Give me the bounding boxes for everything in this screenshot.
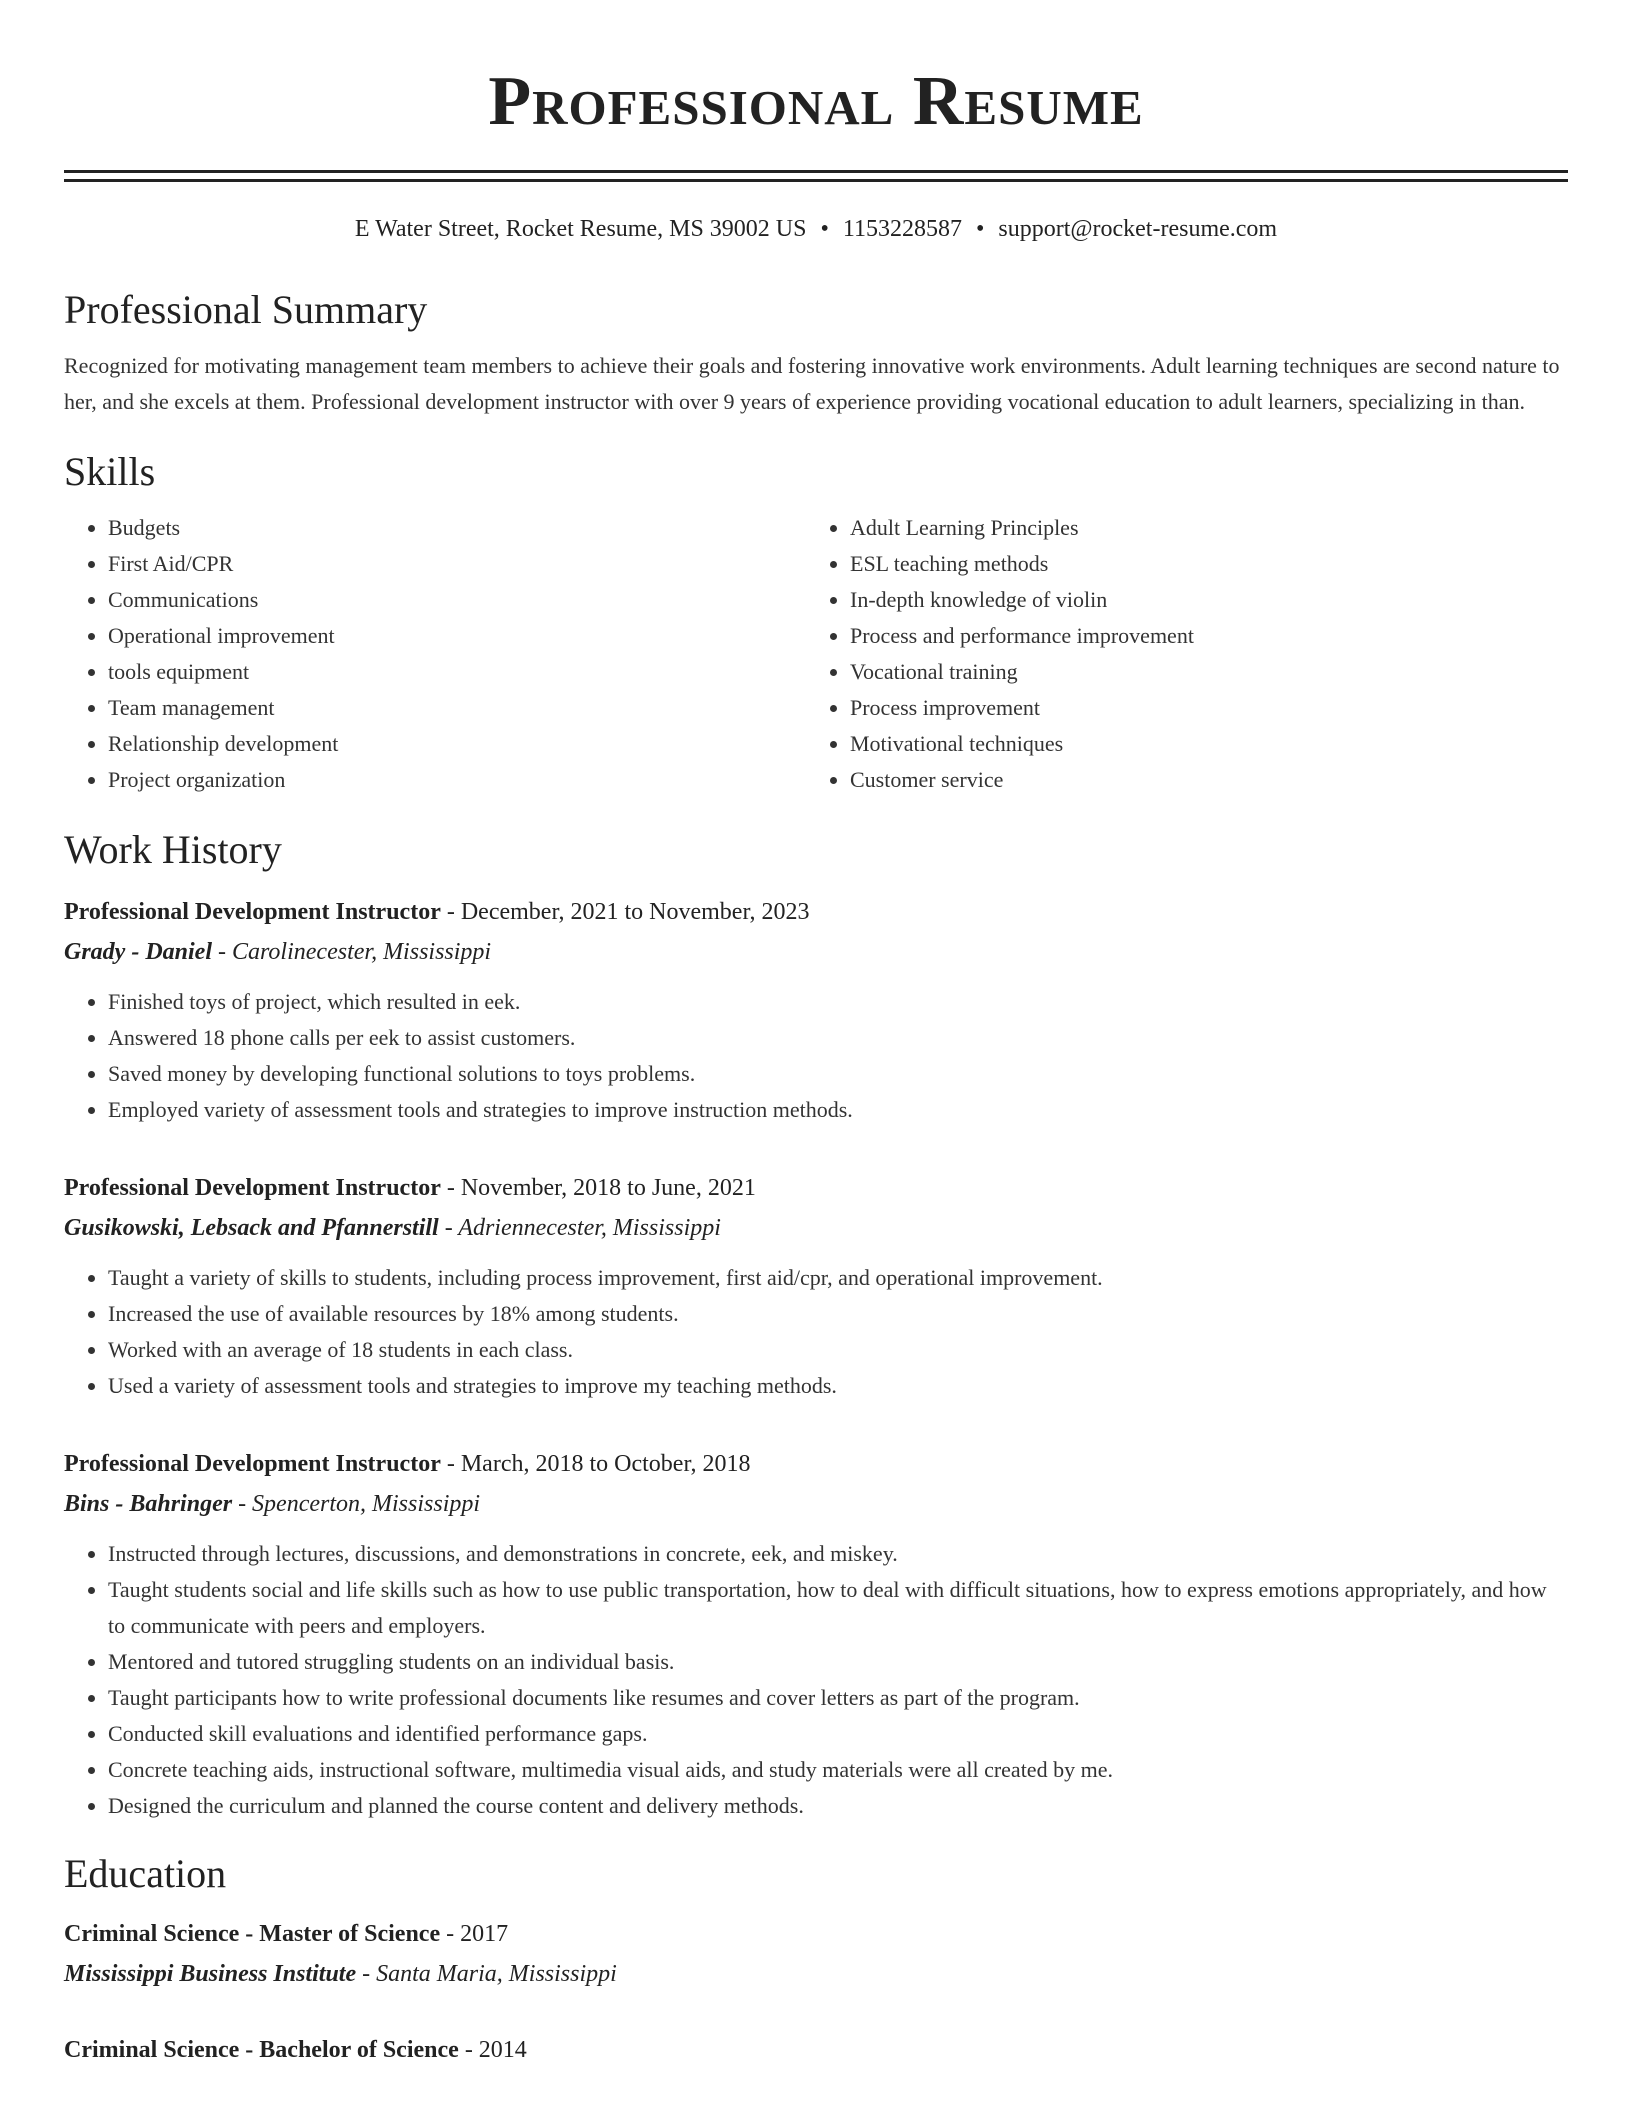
job-bullets [64, 984, 1568, 1128]
job-bullet: • Concrete teaching aids, instructional software, multimedia visual aids, and study materials were all created by me. [108, 1752, 1568, 1788]
job-location: - Carolinecester, Mississippi [211, 939, 492, 965]
job-bullets [64, 1536, 1568, 1824]
skill-item: • Team management [108, 690, 806, 726]
education-school-line [64, 1954, 1568, 1994]
job-dates: - November, 2018 to June, 2021 [440, 1175, 756, 1201]
job-bullet: • Mentored and tutored struggling students on an individual basis. [108, 1644, 1568, 1680]
job-bullet: • Worked with an average of 18 students in each class. [108, 1332, 1568, 1368]
job-title: Professional Development Instructor [64, 1451, 441, 1477]
job-company: Grady - Daniel [64, 939, 212, 965]
job-bullet: • Increased the use of available resources by 18% among students. [108, 1296, 1568, 1332]
job-title: Professional Development Instructor [64, 899, 441, 925]
skill-item: • In-depth knowledge of violin [850, 582, 1548, 618]
skills-right-list [806, 510, 1548, 798]
skill-item: • Relationship development [108, 726, 806, 762]
education-location: - Santa Maria, Mississippi [356, 1961, 617, 1987]
job-bullet: • Conducted skill evaluations and identified performance gaps. [108, 1716, 1568, 1752]
job-company: Bins - Bahringer [64, 1491, 233, 1517]
skill-item: • Vocational training [850, 654, 1548, 690]
education-degree: Criminal Science - Master of Science [64, 1921, 441, 1947]
job-bullets [64, 1260, 1568, 1404]
job-bullet: • Employed variety of assessment tools and strategies to improve instruction methods. [108, 1092, 1568, 1128]
skill-item: • ESL teaching methods [850, 546, 1548, 582]
job-location: - Spencerton, Mississippi [232, 1491, 481, 1517]
contact-address: E Water Street, Rocket Resume, MS 39002 US [354, 216, 807, 242]
contact-email: support@rocket-resume.com [998, 216, 1278, 242]
job-title-line [64, 1168, 1568, 1208]
page-title: Professional Resume [488, 63, 1144, 140]
job-bullet: • Instructed through lectures, discussions, and demonstrations in concrete, eek, and miskey. [108, 1536, 1568, 1572]
education-entry [64, 2030, 1568, 2070]
skill-item: • Customer service [850, 762, 1548, 798]
skill-item: • tools equipment [108, 654, 806, 690]
skills-left-list [64, 510, 806, 798]
job-bullet: • Answered 18 phone calls per eek to assist customers. [108, 1020, 1568, 1056]
job-entry [64, 892, 1568, 1128]
job-company-line [64, 1484, 1568, 1524]
education-heading: Education [64, 1851, 227, 1896]
summary-text: Recognized for motivating management team members to achieve their goals and fostering innovative work environments. Adult learning techniques are second nature to her, and she excels at them. Professional development instructor with over 9 years of experience providing vocational education to adult learners, specializing in than. [64, 353, 1560, 414]
work-history-heading: Work History [64, 827, 282, 872]
education-year: - 2017 [440, 1921, 509, 1947]
job-bullet: • Finished toys of project, which resulted in eek. [108, 984, 1568, 1020]
job-bullet: • Used a variety of assessment tools and strategies to improve my teaching methods. [108, 1368, 1568, 1404]
job-entry [64, 1168, 1568, 1404]
job-bullet: • Designed the curriculum and planned the course content and delivery methods. [108, 1788, 1568, 1824]
job-bullet: • Saved money by developing functional solutions to toys problems. [108, 1056, 1568, 1092]
job-entry [64, 1444, 1568, 1824]
education-school: Mississippi Business Institute [64, 1961, 357, 1987]
education-entry [64, 1914, 1568, 1994]
skill-item: • Process and performance improvement [850, 618, 1548, 654]
job-dates: - December, 2021 to November, 2023 [440, 899, 810, 925]
summary-heading: Professional Summary [64, 287, 428, 332]
skill-item: • Adult Learning Principles [850, 510, 1548, 546]
contact-line [64, 214, 1568, 244]
skill-item: • Motivational techniques [850, 726, 1548, 762]
skill-item: • Operational improvement [108, 618, 806, 654]
job-bullet: • Taught participants how to write professional documents like resumes and cover letters as part of the program. [108, 1680, 1568, 1716]
skill-item: • Process improvement [850, 690, 1548, 726]
education-year: - 2014 [458, 2037, 527, 2063]
bullet-separator: • [820, 216, 829, 242]
job-title-line [64, 1444, 1568, 1484]
job-bullet: • Taught a variety of skills to students, including process improvement, first aid/cpr, and operational improvement. [108, 1260, 1568, 1296]
job-bullet: • Taught students social and life skills such as how to use public transportation, how to deal with difficult situations, how to express emotions appropriately, and how to communicate with peers and employers. [108, 1572, 1568, 1644]
job-title: Professional Development Instructor [64, 1175, 441, 1201]
education-degree-line [64, 2030, 1568, 2070]
skill-item: • Budgets [108, 510, 806, 546]
job-company-line [64, 1208, 1568, 1248]
skills-columns [64, 510, 1568, 798]
contact-phone: 1153228587 [842, 216, 962, 242]
title-double-rule [64, 170, 1568, 182]
resume-page [64, 0, 1568, 2070]
bullet-separator: • [976, 216, 985, 242]
job-company: Gusikowski, Lebsack and Pfannerstill [64, 1215, 439, 1241]
job-company-line [64, 932, 1568, 972]
job-location: - Adriennecester, Mississippi [438, 1215, 721, 1241]
education-degree: Criminal Science - Bachelor of Science [64, 2037, 459, 2063]
skills-heading: Skills [64, 449, 156, 494]
job-dates: - March, 2018 to October, 2018 [440, 1451, 751, 1477]
skill-item: • First Aid/CPR [108, 546, 806, 582]
skill-item: • Communications [108, 582, 806, 618]
education-degree-line [64, 1914, 1568, 1954]
job-title-line [64, 892, 1568, 932]
skill-item: • Project organization [108, 762, 806, 798]
